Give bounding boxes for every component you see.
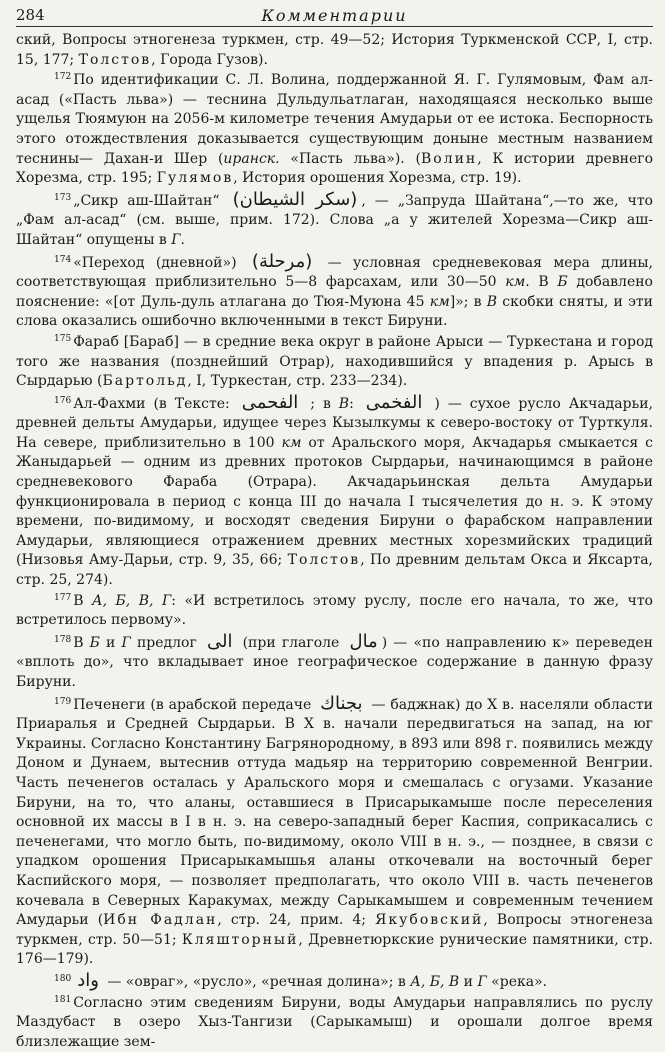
spaced-author-name: Бартольд <box>102 373 187 389</box>
note-text: , Вопросы этногенеза туркмен, стр. 50—51; <box>16 912 653 948</box>
note-176 <box>16 393 653 591</box>
italic-text: Б <box>557 274 567 290</box>
spaced-author-name: Ибн Фадлан <box>103 912 217 928</box>
note-181 <box>16 994 653 1052</box>
note-178 <box>16 632 653 693</box>
spaced-author-name: Гулямов <box>157 170 233 186</box>
note-continuation <box>16 31 653 70</box>
note-text: «река». <box>487 974 547 990</box>
note-text: , Города Гузов). <box>151 52 268 68</box>
note-text: от Аральского моря, Акчадарья смыкается с Жаныдарьей — одним из древних протоков Сырдарьи, начинающимся в районе средневекового Фараба (Отрара). Акчадарьинская дельта Амударьи функционировала в период с конца III до начала I тысячелетия до н. э. К этому времени, по-видимому, и восходят сведения Бируни о фарабском направлении Амударьи, являющиеся отражением древних местных хорезмийских традиций (Низовья Аму-Дарьи, стр. 9, 35, 66; <box>16 435 653 569</box>
note-text: ) — сухое русло Акчадарьи, древней дельты Амударьи, идущее через Кызылкумы к северо-востоку от Турткуля. На севере, приблизительно в 100 <box>16 396 653 451</box>
note-text: ) — «по направлению к» переведен «вплоть до», что вкладывает иное географическое содержание в данную фразу Бируни. <box>16 635 653 690</box>
note-text: — «овраг», «русло», «речная долина»; в <box>103 974 410 990</box>
note-text: В <box>73 593 92 609</box>
page-number: 284 <box>16 6 45 24</box>
spaced-author-name: Волин <box>421 151 477 167</box>
note-text: Фараб [Бараб] — в средние века округ в районе Арыси — Туркестана и город того же названия (позднейший Отрар), находившийся у впадения р. Арысь в Сырдарью ( <box>16 334 653 389</box>
note-number: 175 <box>54 334 71 344</box>
note-text: предлог <box>131 635 203 651</box>
note-text: : «И встретилось этому руслу, после его начала, то же, что встретилось первому». <box>16 593 653 629</box>
note-text: Печенеги (в арабской передаче <box>73 697 316 713</box>
note-text: , По древним дельтам Окса и Яксарта, стр. 25, 274). <box>16 552 653 588</box>
italic-text: км <box>505 274 525 290</box>
italic-text: В <box>487 294 497 310</box>
spaced-author-name: Кляшторный <box>182 932 299 948</box>
note-172 <box>16 71 653 189</box>
commentary-body <box>16 31 653 1052</box>
italic-text: Г <box>171 232 180 248</box>
italic-text: Г <box>477 974 486 990</box>
note-text: ]»; в <box>450 294 487 310</box>
note-text: ; в <box>302 396 338 412</box>
note-number: 177 <box>54 593 71 603</box>
note-text: , К истории древнего Хорезма, стр. 195; <box>16 151 653 187</box>
note-177 <box>16 592 653 631</box>
note-number: 172 <box>54 72 71 82</box>
note-number: 176 <box>54 396 71 406</box>
note-text: В <box>73 635 89 651</box>
note-175 <box>16 333 653 392</box>
note-text: «Переход (дневной») <box>73 255 248 271</box>
spaced-author-name: Толстов <box>288 552 361 568</box>
note-text: , I, Туркестан, стр. 233—234). <box>187 373 407 389</box>
note-text: и <box>459 974 477 990</box>
arabic-term: مال <box>345 631 381 652</box>
note-number: 178 <box>54 635 71 645</box>
spaced-author-name: Толстов <box>79 52 152 68</box>
note-text: , История орошения Хорезма, стр. 19). <box>233 170 521 186</box>
note-text: «Пасть льва»). ( <box>280 151 421 167</box>
note-text: ский, Вопросы этногенеза туркмен, стр. 49—52; История Туркменской ССР, I, стр. 15, 177; <box>16 32 653 68</box>
spaced-author-name: Якубовский <box>375 912 483 928</box>
note-number: 173 <box>54 193 71 203</box>
note-text: добавлено пояснение: «[от Дуль-дуль атлагана до Тюя-Муюна 45 <box>16 274 653 310</box>
arabic-term: بجناك <box>316 693 366 714</box>
arabic-term: (مرحلة) <box>248 251 316 272</box>
note-text: . <box>181 232 185 248</box>
page-header <box>16 4 653 27</box>
italic-text: Б <box>90 635 100 651</box>
italic-text: А, Б, В <box>410 974 459 990</box>
running-title: Комментарии <box>16 6 653 25</box>
note-text: , стр. 24, прим. 4; <box>217 912 375 928</box>
note-text: — баджнак) до X в. населяли области Приаралья и Средней Сырдарьи. В X в. начали передвигаться на запад, на юг Украины. Согласно Константину Багрянородному, в 893 или 898 г. появились между Доном и Дунаем, вытеснив оттуда мадьяр на территорию современной Венгрии. Часть печенегов осталась у Аральского моря и смешалась с огузами. Указание Бируни, на то, что аланы, оставшиеся в Присарыкамыше после переселения основной их массы в I в н. э. на северо-западный берег Каспия, соприкасались с печенегами, что могло быть, по-видимому, около VIII в н. э., — позднее, в связи с упадком орошения Присарыкамышья аланы откочевали на восточный берег Каспийского моря, — позволяет предполагать, что около VIII в. часть печенегов кочевала в Северных Каракумах, между Сарыкамышем и современным течением Амударьи ( <box>16 697 653 929</box>
note-text: , Древнетюркские рунические памятники, стр. 176—179). <box>16 932 653 968</box>
note-text: : <box>349 396 362 412</box>
arabic-term: (سكر الشيطان) <box>229 189 362 210</box>
arabic-term: الى <box>203 631 237 652</box>
italic-text: км <box>430 294 450 310</box>
note-text: — условная средневековая мера длины, соответствующая приблизительно 5—8 фарсахам, или 30—50 <box>16 255 653 291</box>
italic-text: А, Б, В, Г <box>92 593 171 609</box>
note-text: По идентификации С. Л. Волина, поддержанной Я. Г. Гулямовым, Фам ал-асад («Пасть льва») — теснина Дульдульатлаган, находящаяся несколько выше ущелья Тюямуюн на 2056-м километре течения Амударьи от ее истока. Беспорность этого отождествления доказывается существующим доныне местным названием теснины— Дахан-и Шер ( <box>16 72 653 166</box>
note-number: 180 <box>54 974 71 984</box>
italic-text: км <box>282 435 302 451</box>
note-174 <box>16 252 653 332</box>
note-text: скобки сняты, и эти слова оказались ошибочно включенными в текст Бируни. <box>16 294 653 330</box>
note-text: . В <box>525 274 557 290</box>
note-number: 174 <box>54 255 71 265</box>
italic-text: иранск. <box>223 151 279 167</box>
italic-text: Г <box>122 635 131 651</box>
note-180 <box>16 971 653 993</box>
note-text: и <box>100 635 122 651</box>
note-173 <box>16 190 653 251</box>
note-number: 181 <box>54 995 71 1005</box>
arabic-term: واد <box>73 970 103 991</box>
note-text: Согласно этим сведениям Бируни, воды Амударьи направлялись по руслу Маздубаст в озеро Хыз-Тангизи (Сарыкамыш) и орошали долгое время близлежащие зем- <box>16 995 653 1050</box>
arabic-term: الفحمى <box>238 392 303 413</box>
note-text: , — „Запруда Шайтана“,—то же, что „Фам ал-асад“ (см. выше, прим. 172). Слова „а у жителей Хорезма—Сикр аш-Шайтан“ опущены в <box>16 193 653 248</box>
note-text: (при глаголе <box>236 635 345 651</box>
note-number: 179 <box>54 697 71 707</box>
italic-text: В <box>339 396 349 412</box>
note-179 <box>16 694 653 970</box>
note-text: Ал-Фахми (в Тексте: <box>73 396 238 412</box>
arabic-term: الفخمى <box>362 392 427 413</box>
note-text: „Сикр аш-Шайтан“ <box>73 193 228 209</box>
